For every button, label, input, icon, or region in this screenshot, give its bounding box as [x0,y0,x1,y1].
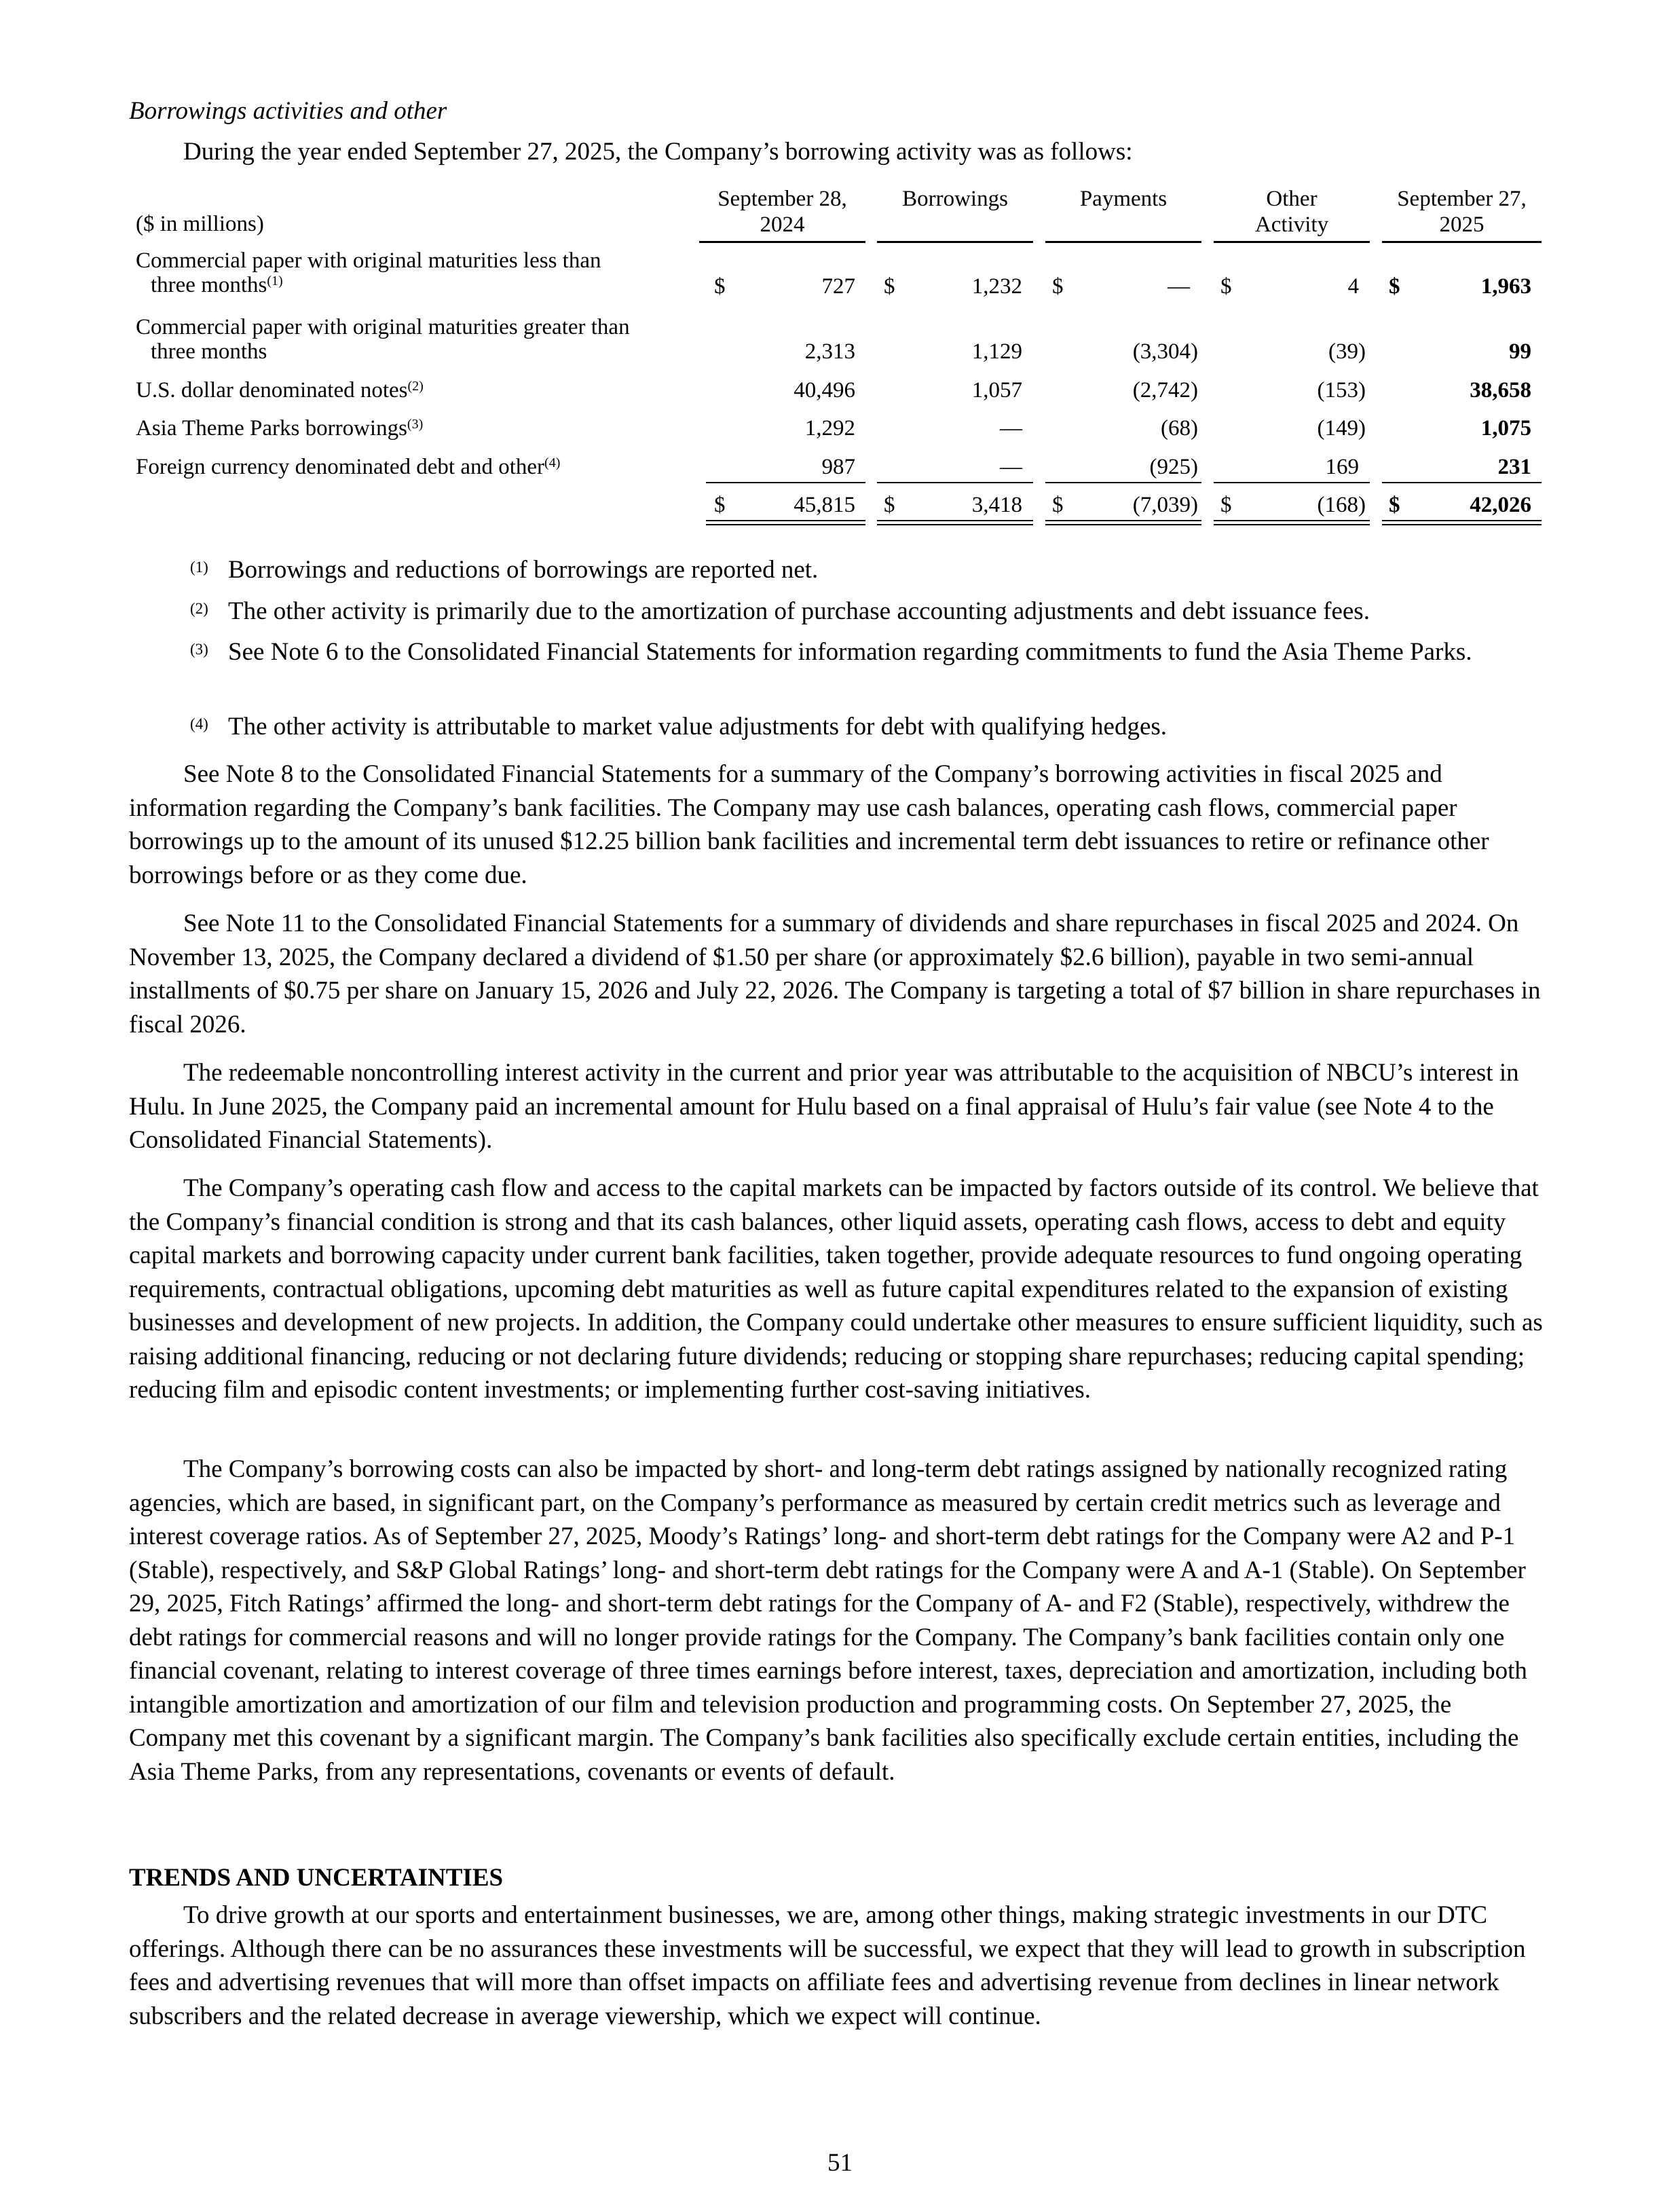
footnote-text: See Note 6 to the Consolidated Financial Statements for information regarding commitments to fund the Asia Theme Parks. [228,638,1472,666]
table-cell: 987 [821,455,855,479]
column-header-sep2024: September 28, 2024 [717,187,847,237]
dollar-sign: $ [1389,274,1400,299]
row-label-cp-short: Commercial paper with original maturities less than three months$^{(1)}$ [136,248,601,297]
total-cell-2025: 42,026 [1470,493,1531,517]
total-cell: (168) [1317,493,1366,517]
header-rule [1045,241,1201,243]
footnote-mark: (1) [190,559,208,576]
page-number: 51 [827,2149,853,2177]
subtotal-rule [1214,482,1370,483]
subtotal-rule [706,482,865,483]
dollar-sign: $ [884,493,895,517]
table-cell: (39) [1328,339,1366,364]
table-cell: 2,313 [804,339,855,364]
footnote-mark: (4) [190,715,208,732]
dollar-sign: $ [1220,493,1232,517]
footnote [190,595,1554,628]
paragraph-trends: To drive growth at our sports and entertainment businesses, we are, among other things, making strategic investments in our DTC offerings. Although there can be no assurances these investments will be successful, we expect that they will lead to growth in subscription fees and advertising revenues that will more than offset impacts on affiliate fees and advertising revenue from declines in linear network subscribers and the related decrease in average viewership, which we expect will continue. [129,1901,1526,2030]
paragraph-note11: See Note 11 to the Consolidated Financial Statements for a summary of dividends and share repurchases in fiscal 2025 and 2024. On November 13, 2025, the Company declared a dividend of $1.50 per share (or approximately $2.6 billion), payable in two semi-annual installments of $0.75 per share on January 15, 2026 and July 22, 2026. The Company is targeting a total of $7 billion in share repurchases in fiscal 2026. [129,910,1541,1039]
table-cell: — [1000,455,1022,479]
intro-sentence: During the year ended September 27, 2025, the Company’s borrowing activity was as follows: [183,138,1133,166]
total-cell: 45,815 [794,493,855,517]
total-double-rule [1214,520,1370,525]
table-cell: 169 [1325,455,1359,479]
footnote [190,636,1554,669]
table-cell: 1,232 [971,274,1022,299]
footnote-text: Borrowings and reductions of borrowings are reported net. [228,556,819,584]
dollar-sign: $ [1389,493,1400,517]
table-cell: 1,129 [971,339,1022,364]
table-cell: 40,496 [794,378,855,403]
dollar-sign: $ [1052,493,1064,517]
unit-label: ($ in millions) [136,212,264,236]
column-header-payments: Payments [1079,187,1168,211]
total-double-rule [1045,520,1201,525]
table-cell: 1,057 [971,378,1022,403]
dollar-sign: $ [714,493,726,517]
dollar-sign: $ [884,274,895,299]
dollar-sign: $ [1052,274,1064,299]
table-cell: (3,304) [1132,339,1198,364]
row-label-us-notes: U.S. dollar denominated notes$^{(2)}$ [136,378,424,403]
table-cell: 727 [821,274,855,299]
table-cell: — [1000,416,1022,441]
subtotal-rule [877,482,1033,483]
dollar-sign: $ [714,274,726,299]
header-rule [877,241,1033,243]
footnote [190,554,1554,586]
subtotal-rule [1382,482,1542,483]
table-cell-total-2025: 38,658 [1470,378,1531,403]
table-cell: (149) [1317,416,1366,441]
table-cell: 1,292 [804,416,855,441]
column-header-borrowings: Borrowings [902,187,1008,211]
footnote [190,711,1554,743]
total-double-rule [706,520,865,525]
footnote-text: The other activity is primarily due to the amortization of purchase accounting adjustments and debt issuance fees. [228,597,1370,625]
total-cell: (7,039) [1132,493,1198,517]
header-rule [1382,241,1542,243]
row-label-foreign-debt: Foreign currency denominated debt and other$^{(4)}$ [136,455,561,479]
table-cell: — [1168,274,1190,299]
row-label-asia-parks: Asia Theme Parks borrowings$^{(3)}$ [136,416,424,441]
table-cell-total-2025: 1,075 [1480,416,1531,441]
table-cell: (925) [1149,455,1198,479]
dollar-sign: $ [1220,274,1232,299]
column-header-sep2025: September 27, 2025 [1397,187,1527,237]
table-cell: (68) [1161,416,1198,441]
header-rule [1214,241,1370,243]
paragraph-hulu: The redeemable noncontrolling interest activity in the current and prior year was attributable to the acquisition of NBCU’s interest in Hulu. In June 2025, the Company paid an incremental amount for Hulu based on a final appraisal of Hulu’s fair value (see Note 4 to the Consolidated Financial Statements). [129,1059,1519,1154]
table-cell-total-2025: 99 [1509,339,1531,364]
table-cell: 4 [1347,274,1359,299]
column-header-other-activity: Other Activity [1254,187,1329,237]
footnote-mark: (3) [190,641,208,658]
subtotal-rule [1045,482,1201,483]
footnote-mark: (2) [190,600,208,617]
section-heading: Borrowings activities and other [129,97,447,125]
table-cell-total-2025: 1,963 [1480,274,1531,299]
header-rule [699,241,865,243]
total-cell: 3,418 [971,493,1022,517]
footnote-text: The other activity is attributable to market value adjustments for debt with qualifying hedges. [228,713,1168,741]
row-label-cp-long: Commercial paper with original maturities greater than three months [136,315,630,364]
paragraph-liquidity: The Company’s operating cash flow and access to the capital markets can be impacted by factors outside of its control. We believe that the Company’s financial condition is strong and that its cash balances, other liquid assets, operating cash flows, access to debt and equity capital markets and borrowing capacity under current bank facilities, taken together, provide adequate resources to fund ongoing operating requirements, contractual obligations, upcoming debt maturities as well as future capital expenditures related to the expansion of existing businesses and development of new projects. In addition, the Company could undertake other measures to ensure sufficient liquidity, such as raising additional financing, reducing or not declaring future dividends; reducing or stopping share repurchases; reducing capital spending; reducing film and episodic content investments; or implementing further cost-saving initiatives. [129,1174,1543,1404]
paragraph-ratings: The Company’s borrowing costs can also be impacted by short- and long-term debt ratings assigned by nationally recognized rating agencies, which are based, in significant part, on the Company’s performance as measured by certain credit metrics such as leverage and interest coverage ratios. As of September 27, 2025, Moody’s Ratings’ long- and short-term debt ratings for the Company were A2 and P-1 (Stable), respectively, and S&P Global Ratings’ long- and short-term debt ratings for the Company were A and A-1 (Stable). On September 29, 2025, Fitch Ratings’ affirmed the long- and short-term debt ratings for the Company of A- and F2 (Stable), respectively, withdrew the debt ratings for commercial reasons and will no longer provide ratings for the Company. The Company’s bank facilities contain only one financial covenant, relating to interest coverage of three times earnings before interest, taxes, depreciation and amortization, including both intangible amortization and amortization of our film and television production and programming costs. On September 27, 2025, the Company met this covenant by a significant margin. The Company’s bank facilities also specifically exclude certain entities, including the Asia Theme Parks, from any representations, covenants or events of default. [129,1455,1527,1786]
paragraph-note8: See Note 8 to the Consolidated Financial Statements for a summary of the Company’s borrowing activities in fiscal 2025 and information regarding the Company’s bank facilities. The Company may use cash balances, operating cash flows, commercial paper borrowings up to the amount of its unused $12.25 billion bank facilities and incremental term debt issuances to retire or refinance other borrowings before or as they come due. [129,760,1489,889]
table-cell-total-2025: 231 [1497,455,1531,479]
total-double-rule [1382,520,1542,525]
total-double-rule [877,520,1033,525]
table-cell: (153) [1317,378,1366,403]
section-title-trends: TRENDS AND UNCERTAINTIES [129,1864,504,1892]
table-cell: (2,742) [1132,378,1198,403]
